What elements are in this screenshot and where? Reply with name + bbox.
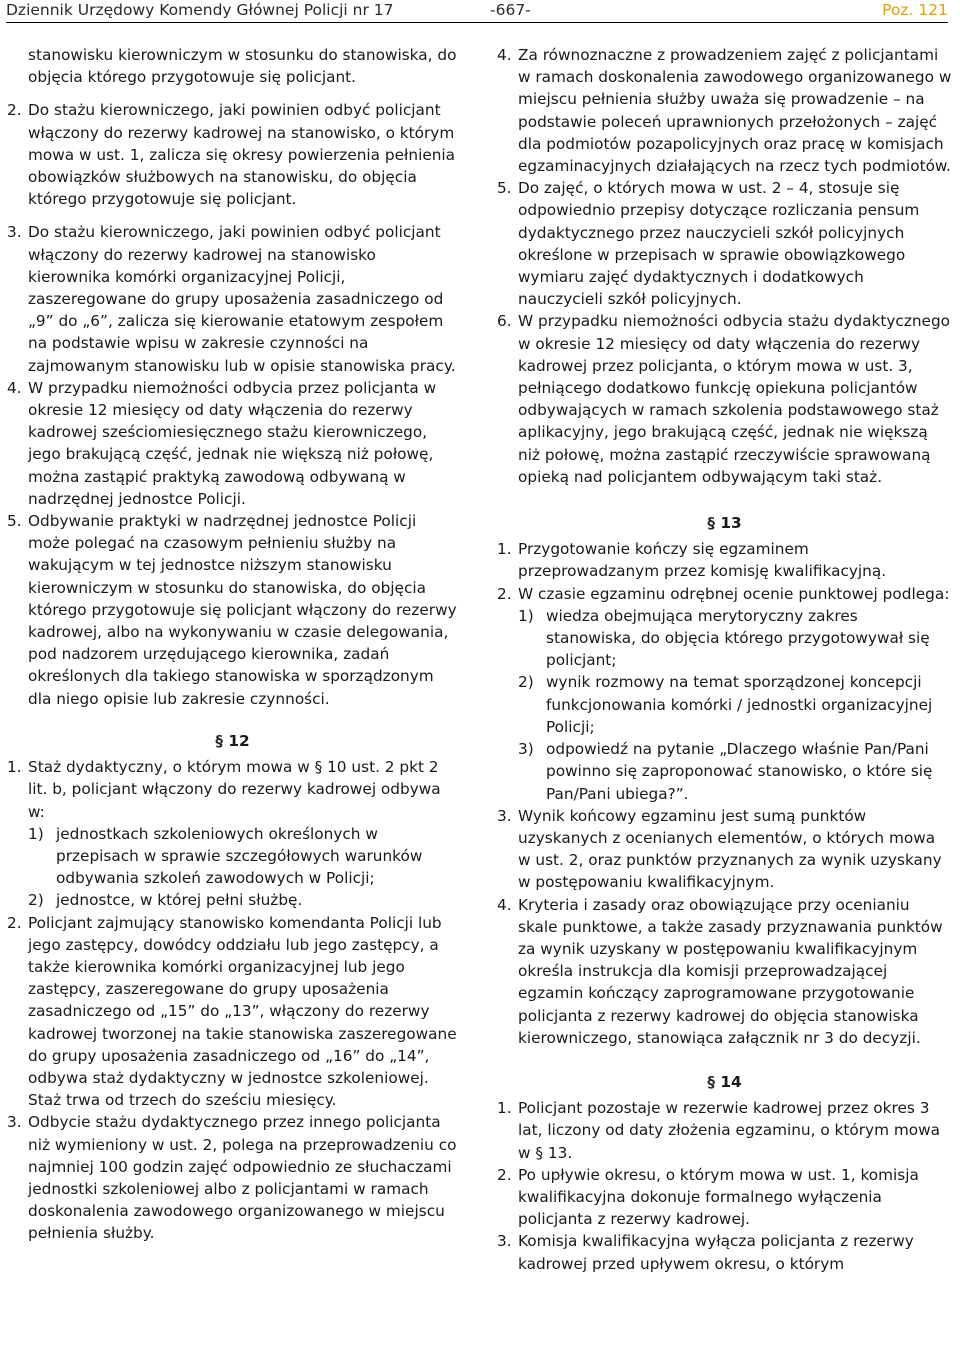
position-number: Poz. 121 bbox=[882, 1, 948, 19]
paragraph-text: Po upływie okresu, o którym mowa w ust. 1, komisja kwalifikacyjna dokonuje formalnego wyłączenia policjanta z rezerwy kadrowej. bbox=[518, 1165, 919, 1229]
page-number: -667- bbox=[490, 1, 531, 19]
paragraph-number: 1. bbox=[497, 1099, 512, 1118]
paragraph-2 bbox=[7, 99, 458, 210]
paragraph-number: 5. bbox=[7, 512, 22, 531]
paragraph-text: W czasie egzaminu odrębnej ocenie punktowej podlega: bbox=[518, 584, 950, 603]
s13-paragraph-1 bbox=[497, 538, 952, 582]
item-number: 1) bbox=[518, 606, 534, 625]
item-number: 3) bbox=[518, 740, 534, 759]
item-number: 2) bbox=[28, 891, 44, 910]
left-column bbox=[7, 44, 458, 1245]
s12-paragraph-6 bbox=[497, 310, 952, 488]
s14-paragraph-1 bbox=[497, 1097, 952, 1164]
section-14-heading bbox=[497, 1071, 952, 1093]
paragraph-number: 4. bbox=[7, 378, 22, 397]
paragraph-text: Policjant zajmujący stanowisko komendanta Policji lub jego zastępcy, dowódcy oddziału lub jego zastępcy, a także kierownika komórki organizacyjnej lub jego zastępcy, zaszeregowane do grupy uposażenia zasadniczego od „15” do „13”, włączony do rezerwy kadrowej tworzonej na takie stanowiska zaszeregowane do grupy uposażenia zasadniczego od „16” do „14”, odbywa staż dydaktyczny w jednostce szkoleniowej. Staż trwa od trzech do sześciu miesięcy. bbox=[28, 913, 457, 1110]
paragraph-number: 3. bbox=[7, 1113, 22, 1132]
section-sign: § bbox=[707, 1072, 716, 1091]
paragraph-text: Do zajęć, o których mowa w ust. 2 – 4, stosuje się odpowiednio przepisy dotyczące rozliczania pensum dydaktycznego przez nauczycieli szkół policyjnych określone w przepisach w sprawie obowiązkowego wymiaru zajęć dydaktycznych i dodatkowych nauczycieli szkół policyjnych. bbox=[518, 179, 920, 309]
paragraph-number: 4. bbox=[497, 46, 512, 64]
s13-p2-item-1 bbox=[518, 605, 952, 672]
section-sign: § bbox=[707, 514, 716, 533]
item-text: wiedza obejmująca merytoryczny zakres stanowiska, do objęcia którego przygotowywał się policjant; bbox=[546, 606, 930, 670]
paragraph-number: 1. bbox=[497, 540, 512, 559]
paragraph-text: Staż dydaktyczny, o którym mowa w § 10 ust. 2 pkt 2 lit. b, policjant włączony do rezerwy kadrowej odbywa w: bbox=[28, 758, 441, 821]
right-column bbox=[497, 44, 952, 1275]
paragraph-number: 2. bbox=[497, 1165, 512, 1184]
section-number: 12 bbox=[228, 731, 250, 750]
item-text: jednostkach szkoleniowych określonych w przepisach w sprawie szczegółowych warunków odbywania szkoleń zawodowych w Policji; bbox=[56, 824, 423, 888]
section-13-heading bbox=[497, 512, 952, 534]
s12-p1-item-2 bbox=[28, 889, 458, 911]
s12-p1-item-1 bbox=[28, 823, 458, 890]
item-text: odpowiedź na pytanie „Dlaczego właśnie Pan/Pani powinno się zaproponować stanowisko, o które się Pan/Pani ubiega?”. bbox=[546, 740, 933, 803]
paragraph-number: 2. bbox=[7, 913, 22, 932]
paragraph-4 bbox=[7, 377, 458, 510]
section-12-heading bbox=[7, 730, 458, 752]
s12-paragraph-3 bbox=[7, 1111, 458, 1244]
paragraph-text: W przypadku niemożności odbycia przez policjanta w okresie 12 miesięcy od daty włączenia do rezerwy kadrowej sześciomiesięcznego stażu kierowniczego, jego brakującą część, jednak nie większą niż połowę, można zastąpić praktyką zawodową odbywaną w nadrzędnej jednostce Policji. bbox=[28, 378, 437, 508]
s12-paragraph-1 bbox=[7, 756, 458, 823]
paragraph-number: 3. bbox=[497, 806, 512, 825]
paragraph-text: Policjant pozostaje w rezerwie kadrowej przez okres 3 lat, liczony od daty złożenia egzaminu, o którym mowa w § 13. bbox=[518, 1099, 941, 1162]
paragraph-number: 3. bbox=[497, 1232, 512, 1251]
item-number: 2) bbox=[518, 673, 534, 692]
s13-paragraph-4 bbox=[497, 894, 952, 1049]
paragraph-text: Przygotowanie kończy się egzaminem przeprowadzanym przez komisję kwalifikacyjną. bbox=[518, 540, 887, 581]
section-sign: § bbox=[215, 731, 224, 750]
paragraph-text: Kryteria i zasady oraz obowiązujące przy ocenianiu skale punktowe, a także zasady przyznawania punktów za wynik uzyskany w postępowaniu kwalifikacyjnym określa instrukcja dla komisji przeprowadzającej egzamin kończący zaprogramowane przygotowanie policjanta z rezerwy kadrowej do objęcia stanowiska kierowniczego, stanowiąca załącznik nr 3 do decyzji. bbox=[518, 895, 943, 1047]
section-number: 14 bbox=[720, 1072, 742, 1091]
paragraph-number: 2. bbox=[497, 584, 512, 603]
item-number: 1) bbox=[28, 824, 44, 843]
item-text: jednostce, w której pełni służbę. bbox=[56, 891, 303, 910]
paragraph-text: Komisja kwalifikacyjna wyłącza policjanta z rezerwy kadrowej przed upływem okresu, o którym bbox=[518, 1232, 914, 1273]
paragraph-3 bbox=[7, 221, 458, 376]
page-header bbox=[6, 0, 948, 23]
section-number: 13 bbox=[720, 514, 742, 533]
paragraph-continuation: stanowisku kierowniczym w stosunku do stanowiska, do objęcia którego przygotowuje się policjant. bbox=[28, 46, 457, 87]
s13-p2-item-2 bbox=[518, 671, 952, 738]
s12-paragraph-5 bbox=[497, 177, 952, 310]
item-text: wynik rozmowy na temat sporządzonej koncepcji funkcjonowania komórki / jednostki organizacyjnej Policji; bbox=[546, 673, 933, 736]
s14-paragraph-3 bbox=[497, 1230, 952, 1274]
paragraph-number: 2. bbox=[7, 101, 22, 120]
paragraph-text: Za równoznaczne z prowadzeniem zajęć z policjantami w ramach doskonalenia zawodowego organizowanego w miejscu pełnienia służby uważa się prowadzenie – na podstawie poleceń uprawnionych przełożonych – zajęć dla podmiotów pozapolicyjnych oraz pracę w komisjach egzaminacyjnych działających na rzecz tych podmiotów. bbox=[518, 46, 952, 176]
s13-paragraph-3 bbox=[497, 805, 952, 894]
s14-paragraph-2 bbox=[497, 1164, 952, 1231]
paragraph-text: Odbywanie praktyki w nadrzędnej jednostce Policji może polegać na czasowym pełnieniu służby na wakującym w tej jednostce niższym stanowisku kierowniczym w stosunku do stanowiska, do objęcia którego przygotowuje się policjant włączony do rezerwy kadrowej, albo na wykonywaniu w czasie delegowania, pod nadzorem urzędującego kierownika, zadań określonych dla takiego stanowiska w sporządzonym dla niego opisie lub zakresie czynności. bbox=[28, 512, 457, 708]
paragraph-number: 6. bbox=[497, 312, 512, 331]
paragraph-number: 4. bbox=[497, 895, 512, 914]
s12-paragraph-4 bbox=[497, 44, 952, 177]
paragraph-text: Wynik końcowy egzaminu jest sumą punktów uzyskanych z ocenianych elementów, o których mowa w ust. 2, oraz punktów przyznanych za wynik uzyskany w postępowaniu kwalifikacyjnym. bbox=[518, 806, 942, 892]
paragraph-number: 1. bbox=[7, 758, 22, 777]
s12-paragraph-2 bbox=[7, 912, 458, 1112]
paragraph-5 bbox=[7, 510, 458, 710]
paragraph-number: 3. bbox=[7, 223, 22, 242]
paragraph-number: 5. bbox=[497, 179, 512, 198]
journal-title: Dziennik Urzędowy Komendy Głównej Policji nr 17 bbox=[6, 1, 394, 19]
paragraph-text: W przypadku niemożności odbycia stażu dydaktycznego w okresie 12 miesięcy od daty włączenia do rezerwy kadrowej przez policjanta, o którym mowa w ust. 3, pełniącego dodatkowo funkcję opiekuna policjantów odbywających w ramach szkolenia podstawowego staż aplikacyjny, jego brakującą część, jednak nie większą niż połowę, można zastąpić rzeczywiście sprawowaną opieką nad policjantem odbywającym taki staż. bbox=[518, 312, 951, 486]
s13-paragraph-2 bbox=[497, 583, 952, 605]
s13-p2-item-3 bbox=[518, 738, 952, 805]
paragraph-text: Do stażu kierowniczego, jaki powinien odbyć policjant włączony do rezerwy kadrowej na stanowisko kierownika komórki organizacyjnej Policji, zaszeregowane do grupy uposażenia zasadniczego od „9” do „6”, zalicza się kierowanie etatowym zespołem na podstawie wpisu w zakresie czynności na zajmowanym stanowisku lub w opisie stanowiska pracy. bbox=[28, 223, 456, 375]
paragraph-text: Do stażu kierowniczego, jaki powinien odbyć policjant włączony do rezerwy kadrowej na stanowisko, o którym mowa w ust. 1, zalicza się okresy powierzenia pełnienia obowiązków służbowych na stanowisku, do objęcia którego przygotowuje się policjant. bbox=[28, 101, 456, 209]
paragraph-text: Odbycie stażu dydaktycznego przez innego policjanta niż wymieniony w ust. 2, polega na przeprowadzeniu co najmniej 100 godzin zajęć odpowiednio ze słuchaczami jednostki szkoleniowej albo z policjantami w ramach doskonalenia zawodowego organizowanego w miejscu pełnienia służby. bbox=[28, 1113, 457, 1243]
